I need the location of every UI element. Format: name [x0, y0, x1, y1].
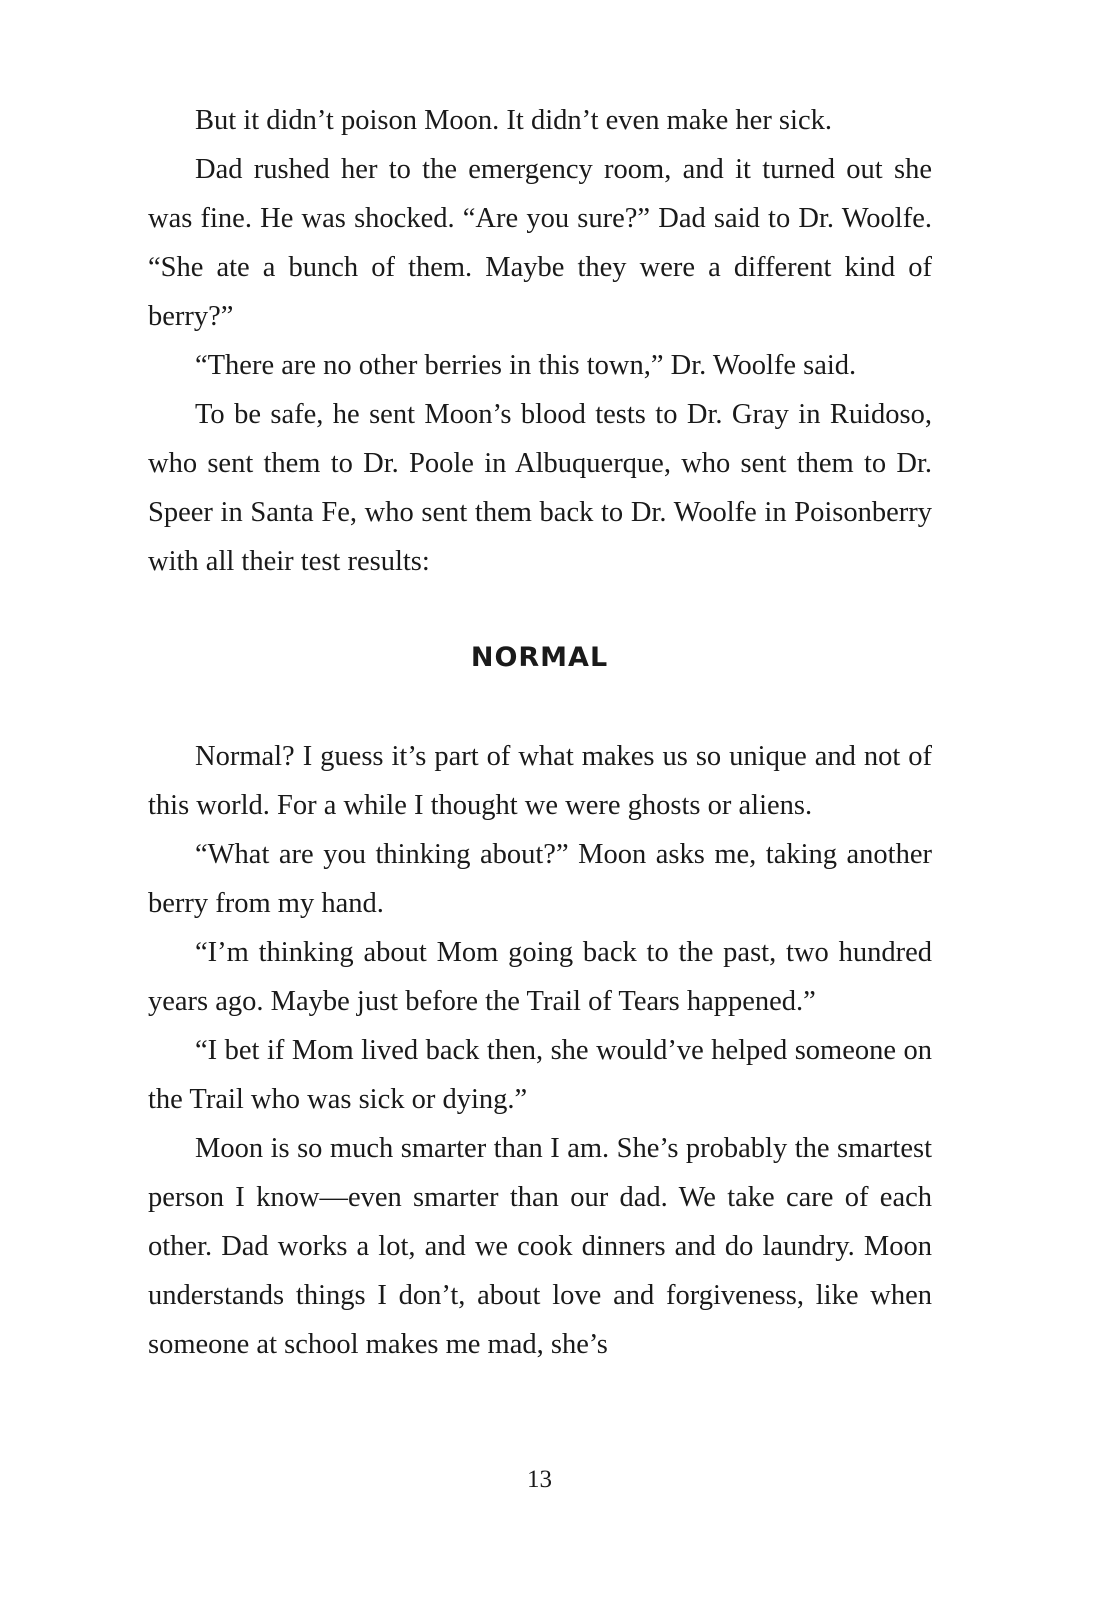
paragraph: “I’m thinking about Mom going back to the past, two hundred years ago. Maybe just before the Trail of Tears happened.” [148, 937, 932, 1017]
paragraph: But it didn’t poison Moon. It didn’t even make her sick. [195, 105, 832, 136]
paragraph: “There are no other berries in this town,” Dr. Woolfe said. [195, 350, 857, 381]
page-number: 13 [527, 1466, 552, 1493]
text-section-bottom [148, 732, 932, 1369]
text-section-top [148, 96, 932, 586]
paragraph: Dad rushed her to the emergency room, and it turned out she was fine. He was shocked. “Are you sure?” Dad said to Dr. Woolfe. “She ate a bunch of them. Maybe they were a different kind of berry?” [148, 154, 932, 332]
paragraph: To be safe, he sent Moon’s blood tests to Dr. Gray in Ruidoso, who sent them to Dr. Poole in Albuquerque, who sent them to Dr. Speer in Santa Fe, who sent them back to Dr. Woolfe in Poisonberry with all their test results: [148, 399, 932, 577]
paragraph: “What are you thinking about?” Moon asks me, taking another berry from my hand. [148, 839, 932, 919]
paragraph: Normal? I guess it’s part of what makes us so unique and not of this world. For a while I thought we were ghosts or aliens. [148, 741, 932, 821]
section-heading: NORMAL [470, 642, 609, 673]
paragraph: “I bet if Mom lived back then, she would’ve helped someone on the Trail who was sick or dying.” [148, 1035, 932, 1115]
paragraph: Moon is so much smarter than I am. She’s probably the smartest person I know—even smarter than our dad. We take care of each other. Dad works a lot, and we cook dinners and do laundry. Moon understands things I don’t, about love and forgiveness, like when someone at school makes me mad, she’s [148, 1133, 932, 1360]
